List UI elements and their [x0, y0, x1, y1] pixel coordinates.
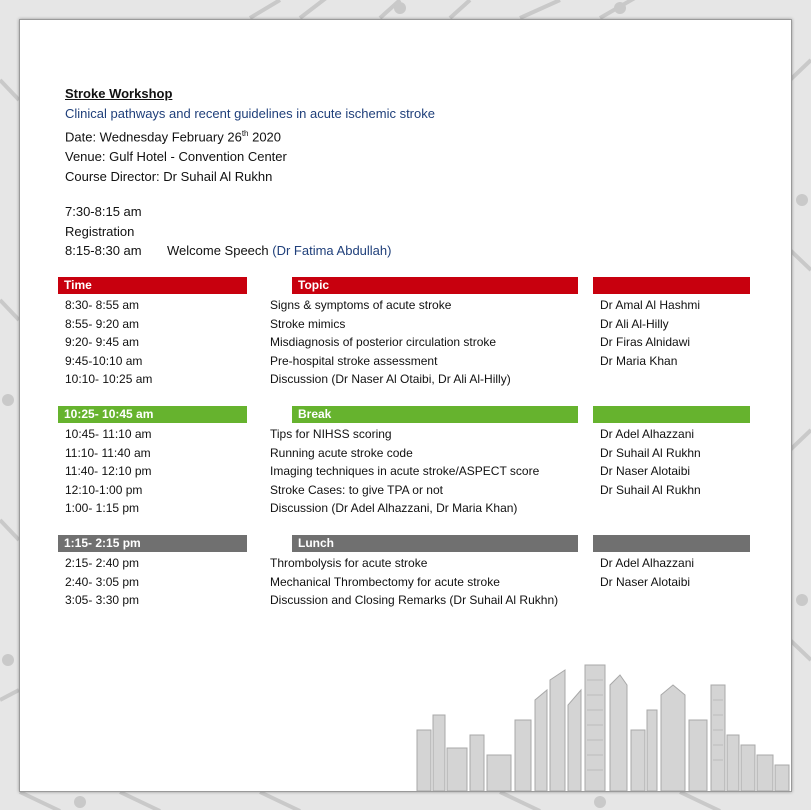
section-bar-header-topic — [292, 277, 578, 294]
session-topic: Signs & symptoms of acute stroke — [270, 298, 452, 312]
session-topic: Running acute stroke code — [270, 445, 413, 460]
workshop-venue: Venue: Gulf Hotel - Convention Center — [65, 149, 287, 165]
table-row — [20, 315, 791, 333]
session-speaker: Dr Adel Alhazzani — [600, 556, 695, 570]
session-time: 11:40- 12:10 pm — [65, 464, 152, 478]
session-speaker: Dr Firas Alnidawi — [600, 335, 691, 349]
workshop-subtitle: Clinical pathways and recent guidelines in acute ischemic stroke — [65, 106, 435, 121]
session-time: 11:10- 11:40 am — [65, 445, 151, 460]
table-row — [20, 481, 791, 499]
session-speaker: Dr Naser Alotaibi — [600, 464, 691, 478]
section-header-time-label: 10:25- 10:45 am — [64, 407, 154, 421]
table-row — [20, 444, 791, 462]
session-time: 8:30- 8:55 am — [65, 298, 140, 312]
opening-schedule — [65, 202, 392, 261]
table-row — [20, 370, 791, 388]
session-topic: Thrombolysis for acute stroke — [270, 556, 428, 570]
session-topic: Pre-hospital stroke assessment — [270, 353, 438, 368]
session-topic: Stroke Cases: to give TPA or not — [270, 482, 443, 497]
registration-label: Registration — [65, 223, 135, 239]
session-speaker: Dr Adel Alhazzani — [600, 427, 695, 441]
table-row — [20, 462, 791, 480]
session-time: 3:05- 3:30 pm — [65, 593, 140, 607]
session-topic: Misdiagnosis of posterior circulation stroke — [270, 335, 497, 349]
section-bar-header-topic — [292, 406, 578, 423]
welcome-speech: Welcome Speech (Dr Fatima Abdullah) — [167, 243, 392, 258]
session-time: 9:45-10:10 am — [65, 353, 143, 368]
session-speaker: Dr Amal Al Hashmi — [600, 298, 701, 312]
table-row — [20, 573, 791, 591]
section-header-topic-label: Topic — [298, 278, 330, 292]
table-row — [20, 333, 791, 351]
session-topic: Tips for NIHSS scoring — [270, 427, 392, 441]
session-topic: Discussion (Dr Adel Alhazzani, Dr Maria Khan) — [270, 501, 518, 515]
table-row — [20, 591, 791, 609]
section-bar-header-speaker — [593, 406, 750, 423]
session-time: 12:10-1:00 pm — [65, 482, 143, 497]
session-speaker: Dr Naser Alotaibi — [600, 574, 691, 589]
table-row — [20, 499, 791, 517]
session-speaker: Dr Maria Khan — [600, 353, 678, 368]
session-topic: Discussion and Closing Remarks (Dr Suhail Al Rukhn) — [270, 593, 559, 607]
table-row — [20, 425, 791, 443]
section-header-time-label: 1:15- 2:15 pm — [64, 536, 141, 550]
session-topic: Mechanical Thrombectomy for acute stroke — [270, 574, 500, 589]
agenda-card — [19, 19, 792, 792]
workshop-title: Stroke Workshop — [65, 86, 173, 101]
workshop-date: Date: Wednesday February 26th 2020 — [65, 129, 282, 145]
section-bar-header-speaker — [593, 277, 750, 294]
table-row — [20, 554, 791, 572]
section-bar-header-topic — [292, 535, 578, 552]
section-bar-header-speaker — [593, 535, 750, 552]
session-time: 2:15- 2:40 pm — [65, 556, 140, 570]
session-speaker: Dr Suhail Al Rukhn — [600, 482, 701, 497]
session-topic: Imaging techniques in acute stroke/ASPECT score — [270, 464, 540, 478]
registration-time: 7:30-8:15 am — [65, 204, 142, 219]
table-row — [20, 352, 791, 370]
section-header-time-label: Time — [64, 278, 92, 292]
session-topic: Discussion (Dr Naser Al Otaibi, Dr Ali Al-Hilly) — [270, 372, 511, 386]
session-speaker: Dr Suhail Al Rukhn — [600, 445, 701, 460]
session-topic: Stroke mimics — [270, 316, 346, 331]
table-row — [20, 296, 791, 314]
workshop-header — [65, 84, 435, 187]
session-time: 9:20- 9:45 am — [65, 335, 140, 349]
session-time: 2:40- 3:05 pm — [65, 574, 140, 589]
welcome-time: 8:15-8:30 am — [65, 243, 142, 258]
session-time: 10:10- 10:25 am — [65, 372, 153, 386]
session-time: 1:00- 1:15 pm — [65, 501, 140, 515]
session-time: 8:55- 9:20 am — [65, 316, 140, 331]
session-speaker: Dr Ali Al-Hilly — [600, 316, 669, 331]
section-header-topic-label: Break — [298, 407, 332, 421]
session-time: 10:45- 11:10 am — [65, 427, 152, 441]
city-skyline-image — [415, 660, 791, 791]
section-header-topic-label: Lunch — [298, 536, 334, 550]
course-director: Course Director: Dr Suhail Al Rukhn — [65, 169, 273, 185]
